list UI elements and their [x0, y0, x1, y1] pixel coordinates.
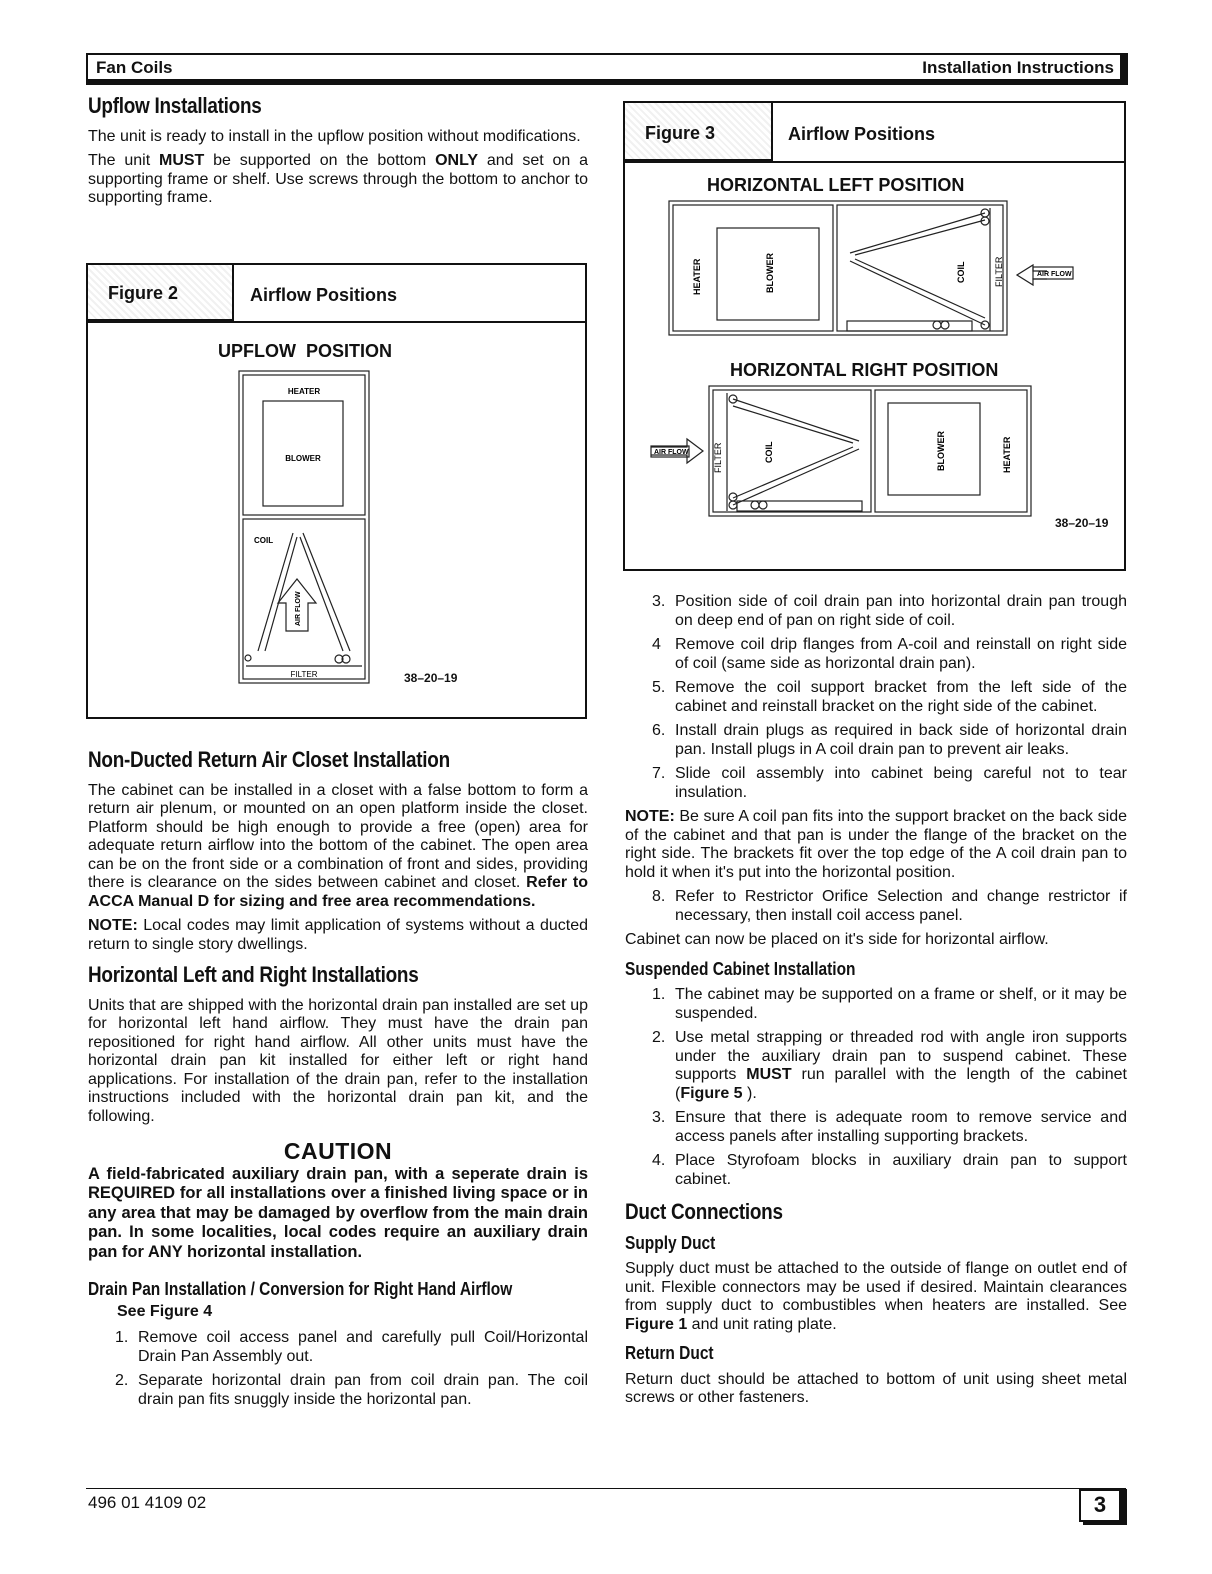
figure-2-title: Airflow Positions: [250, 285, 398, 305]
upflow-p2: The unit MUST be supported on the bottom ONLY and set on a supporting frame or shelf. Use screws through the bottom to anchor to supporting frame.: [88, 152, 588, 206]
page-header: [86, 53, 1126, 80]
list-item: 2. Separate horizontal drain pan from coil drain pan. The coil drain pan fits snuggly inside the horizontal pan.: [115, 1372, 588, 1408]
closet-p1: The cabinet can be installed in a closet with a false bottom to form a return air plenum, or mounted on an open platform inside the closet. Platform should be high enough to provide a free (open) area for adequate return airflow into the bottom of the cabinet. The open area can be on the front side or a combination of front and sides, providing there is clearance on the sides between cabinet and closet. Refer to ACCA Manual D for sizing and free area recommendations.: [88, 781, 589, 910]
drain-note: NOTE: Be sure A coil pan fits into the support bracket on the back side of the cabinet and that pan is under the flange of the bracket on the right side. The brackets fit over the top edge of the A coil drain pan to hold it when it's put into the horizontal position.: [625, 808, 1127, 881]
list-item: 3. Ensure that there is adequate room to remove service and access panels after installing supporting brackets.: [652, 1109, 1127, 1145]
figure-3-left-title: HORIZONTAL LEFT POSITION: [707, 175, 965, 195]
fig3l-heater-label: HEATER: [692, 258, 702, 295]
upflow-diagram: [88, 321, 585, 721]
header-right: Installation Instructions: [922, 58, 1114, 77]
figure-2-tab: [88, 265, 234, 321]
heading-duct: Duct Connections: [625, 1199, 783, 1224]
drain-step-8: [625, 888, 1127, 925]
figure-3-label: Figure 3: [645, 123, 716, 143]
fig3r-airflow-label: AIR FLOW: [654, 449, 689, 456]
header-edge: [1120, 53, 1128, 85]
fig3r-coil-label: COIL: [764, 441, 774, 463]
figure-2-diagram-title: UPFLOW POSITION: [218, 341, 393, 361]
closet-note: NOTE: Local codes may limit application of systems without a ducted return to single story dwellings.: [88, 917, 588, 953]
fig3l-coil-label: COIL: [956, 261, 966, 283]
drain-steps-right: [625, 593, 1127, 802]
figure-3-title: Airflow Positions: [788, 124, 936, 144]
fig2-coil-label: COIL: [254, 536, 274, 545]
fig2-airflow-label: AIR FLOW: [295, 591, 302, 626]
drain-steps-left: [88, 1329, 588, 1409]
caution-text: A field-fabricated auxiliary drain pan, with a seperate drain is REQUIRED for all installations over a finished living space or in any area that may be damaged by overflow from the main drain pan. In some localities, local codes require an auxiliary drain pan for ANY horizontal installation.: [88, 1164, 588, 1261]
supply-duct-text: Supply duct must be attached to the outside of flange on outlet end of unit. Flexible connectors may be used if desired. Maintain clearances from supply duct to combustibles when heaters are installed. See Figure 1 and unit rating plate.: [625, 1260, 1127, 1333]
fig2-heater-label: HEATER: [287, 387, 321, 396]
list-item: 5. Remove the coil support bracket from the left side of the cabinet and reinstall bracket on the right side of the cabinet.: [652, 679, 1127, 715]
footer-doc-number: 496 01 4109 02: [88, 1493, 207, 1512]
heading-upflow: Upflow Installations: [88, 93, 262, 118]
list-item: 1. Remove coil access panel and carefully pull Coil/Horizontal Drain Pan Assembly out.: [115, 1329, 588, 1365]
figure-3-right-title: HORIZONTAL RIGHT POSITION: [730, 360, 999, 380]
list-item: 7. Slide coil assembly into cabinet being careful not to tear insulation.: [652, 765, 1127, 801]
list-item: 4. Place Styrofoam blocks in auxiliary drain pan to support cabinet.: [652, 1152, 1127, 1188]
return-duct-text: Return duct should be attached to bottom of unit using sheet metal screws or other fasteners.: [625, 1370, 1127, 1406]
heading-horizontal: Horizontal Left and Right Installations: [88, 962, 419, 987]
header-rule: [86, 79, 1128, 85]
figure-2-code: 38–20–19: [404, 671, 458, 685]
figure-2-label: Figure 2: [108, 283, 179, 303]
fig3l-blower-label: BLOWER: [765, 253, 775, 293]
fig3r-heater-label: HEATER: [1002, 436, 1012, 473]
fig2-blower-label: BLOWER: [285, 454, 321, 463]
fig3r-blower-label: BLOWER: [936, 431, 946, 471]
caution-heading: CAUTION: [283, 1138, 393, 1164]
heading-supply-duct: Supply Duct: [625, 1232, 716, 1253]
fig3l-airflow-label: AIR FLOW: [1037, 271, 1072, 278]
list-item: 4 Remove coil drip flanges from A-coil and reinstall on right side of coil (same side as horizontal drain pan).: [652, 636, 1127, 672]
heading-closet: Non-Ducted Return Air Closet Installation: [88, 747, 450, 772]
horizontal-diagrams: [625, 103, 1124, 569]
figure-3-code: 38–20–19: [1055, 516, 1109, 530]
right-column: [625, 593, 1127, 1414]
header-left: Fan Coils: [96, 58, 173, 77]
list-item: 2. Use metal strapping or threaded rod with angle iron supports under the auxiliary drain pan to suspend cabinet. These supports MUST run parallel with the length of the cabinet (Figure 5 ).: [652, 1029, 1128, 1102]
figure-2: [86, 263, 587, 719]
list-item: 1. The cabinet may be supported on a frame or shelf, or it may be suspended.: [652, 986, 1127, 1022]
fig3l-filter-label: FILTER: [994, 256, 1004, 287]
heading-return-duct: Return Duct: [625, 1343, 714, 1363]
figure-3: [623, 101, 1126, 571]
list-item: 3. Position side of coil drain pan into horizontal drain pan trough on deep end of pan on right side of coil.: [652, 593, 1127, 629]
fig3r-filter-label: FILTER: [713, 442, 723, 473]
suspended-steps: [625, 986, 1127, 1189]
list-item: 6. Install drain plugs as required in back side of horizontal drain pan. Install plugs in A coil drain pan to prevent air leaks.: [652, 722, 1127, 758]
left-column-top: [88, 93, 588, 214]
left-column-bottom: [88, 747, 589, 1415]
page-number: 3: [1079, 1489, 1121, 1522]
horizontal-p1: Units that are shipped with the horizontal drain pan installed are set up for horizontal left hand airflow. They must have the drain pan repositioned for right hand airflow. All other units must have the horizontal drain pan kit installed for either left or right hand applications. For installation of the drain pan, refer to the installation instructions included with the horizontal drain pan kit, and the following.: [88, 996, 588, 1125]
drain-after: Cabinet can now be placed on it's side for horizontal airflow.: [625, 931, 1049, 948]
heading-drain-pan: Drain Pan Installation / Conversion for Right Hand Airflow: [88, 1279, 513, 1299]
upflow-p1: The unit is ready to install in the upflow position without modifications.: [88, 127, 581, 145]
page-number-shadow: [1121, 1489, 1127, 1524]
fig2-filter-label: FILTER: [290, 670, 318, 679]
footer-rule: [86, 1488, 1126, 1489]
heading-suspended: Suspended Cabinet Installation: [625, 958, 856, 979]
see-figure-4: See Figure 4: [117, 1302, 213, 1320]
list-item: 8. Refer to Restrictor Orifice Selection and change restrictor if necessary, then install coil access panel.: [652, 888, 1127, 924]
